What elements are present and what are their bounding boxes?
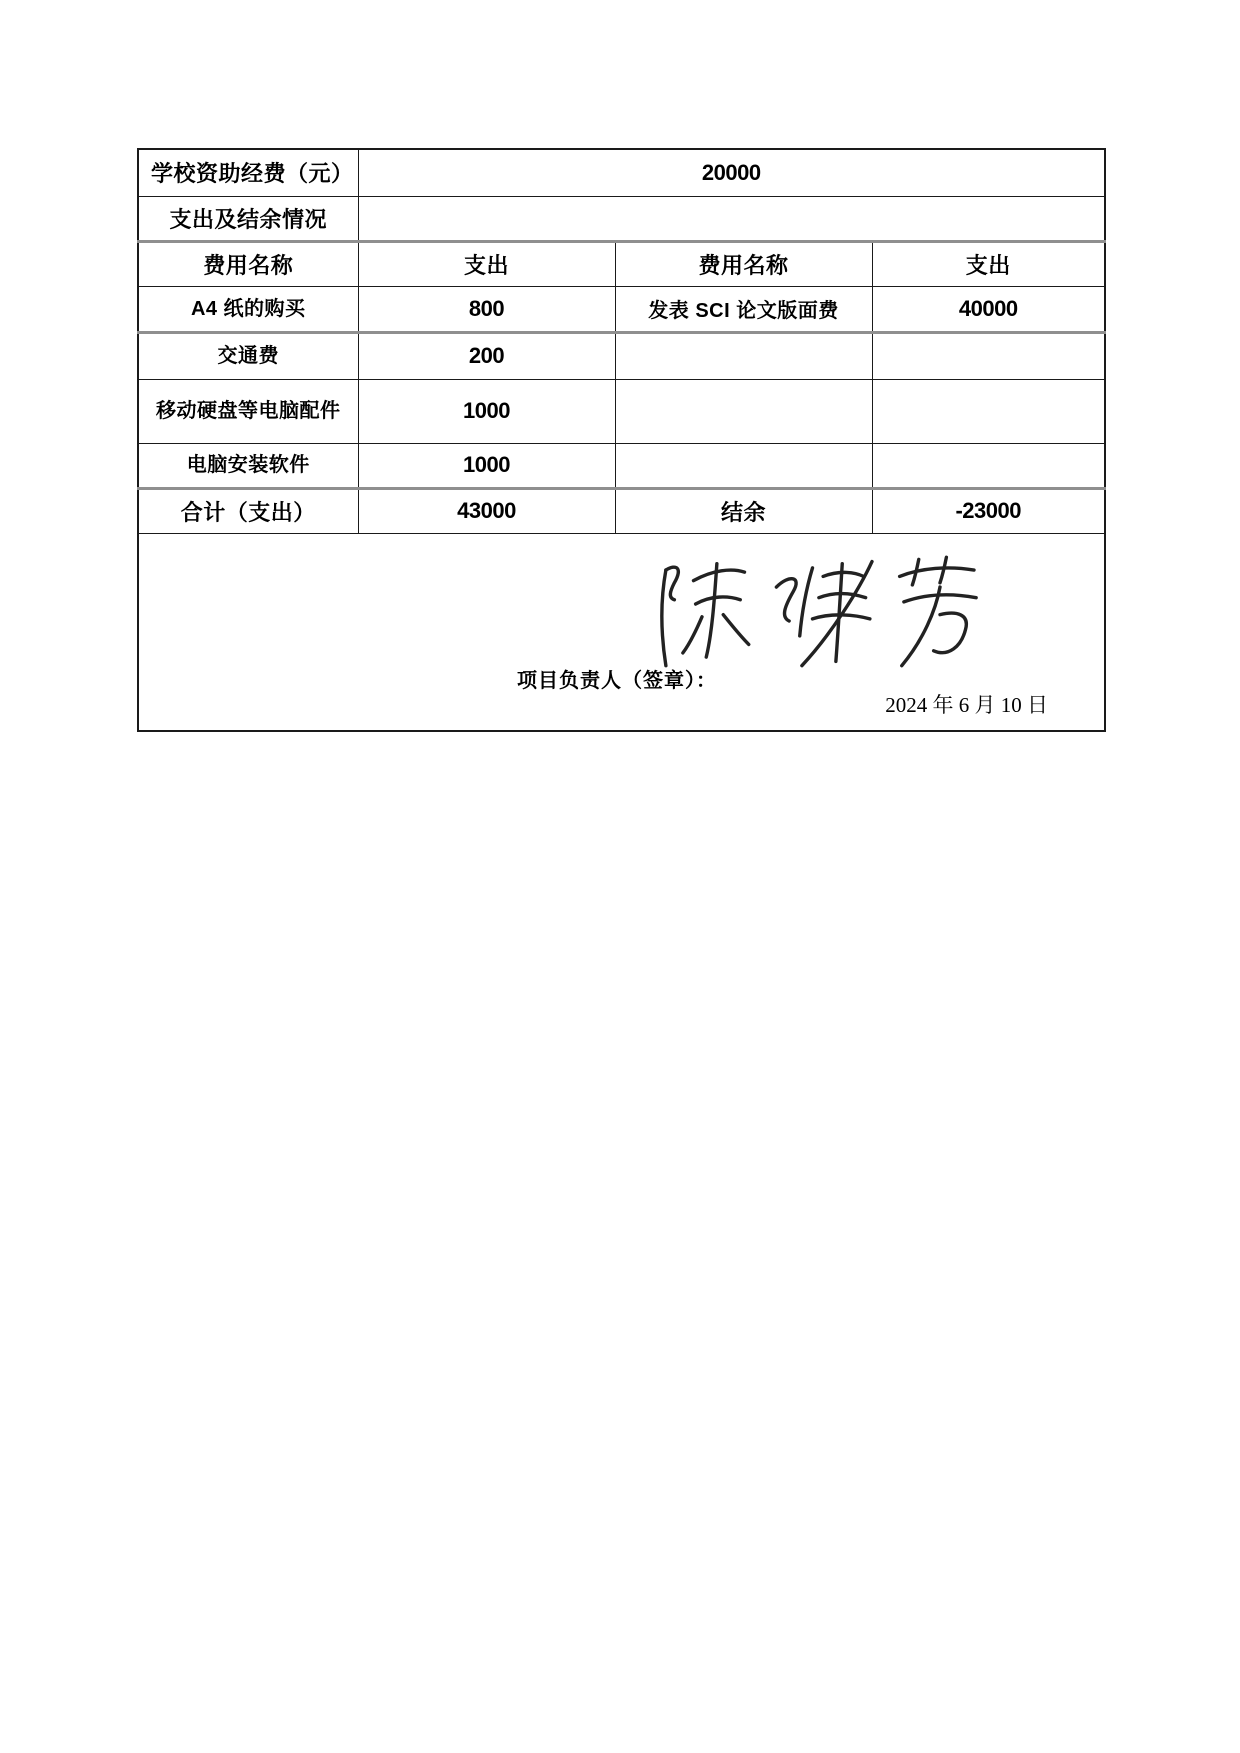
- funding-label: 学校资助经费（元）: [138, 149, 358, 196]
- expense-amount-cell: 40000: [872, 286, 1105, 332]
- expense-amount-cell: 800: [358, 286, 615, 332]
- header-row: [138, 241, 1105, 286]
- expense-name-cell: 电脑安装软件: [138, 443, 358, 488]
- expense-amount-cell: [872, 379, 1105, 443]
- expense-name-cell: 移动硬盘等电脑配件: [138, 379, 358, 443]
- total-label: 合计（支出）: [138, 488, 358, 533]
- expense-name-cell: 发表 SCI 论文版面费: [615, 286, 872, 332]
- section-label: 支出及结余情况: [138, 196, 358, 241]
- header-expense-name-2: 费用名称: [615, 241, 872, 286]
- signature-cell: [138, 533, 1105, 731]
- section-empty-cell: [358, 196, 1105, 241]
- expense-name-cell: [615, 379, 872, 443]
- table-row: [138, 379, 1105, 443]
- expenditure-table: [137, 148, 1106, 732]
- expense-amount-cell: 1000: [358, 379, 615, 443]
- funding-row: [138, 149, 1105, 196]
- balance-value: -23000: [872, 488, 1105, 533]
- expense-name-cell: A4 纸的购买: [138, 286, 358, 332]
- expense-amount-cell: 1000: [358, 443, 615, 488]
- section-row: [138, 196, 1105, 241]
- signature-label: 项目负责人（签章）：: [517, 669, 717, 692]
- funding-value: 20000: [358, 149, 1105, 196]
- signature-handwriting: [651, 550, 991, 674]
- table-row: [138, 286, 1105, 332]
- expense-name-cell: [615, 443, 872, 488]
- header-expense-amount-1: 支出: [358, 241, 615, 286]
- table-row: [138, 443, 1105, 488]
- signature-date: 2024 年 6 月 10 日: [885, 692, 1048, 717]
- total-row: [138, 488, 1105, 533]
- total-value: 43000: [358, 488, 615, 533]
- header-expense-name-1: 费用名称: [138, 241, 358, 286]
- expense-name-cell: 交通费: [138, 332, 358, 379]
- expense-amount-cell: [872, 332, 1105, 379]
- table-row: [138, 332, 1105, 379]
- balance-label: 结余: [615, 488, 872, 533]
- expense-amount-cell: 200: [358, 332, 615, 379]
- expense-name-cell: [615, 332, 872, 379]
- signature-row: [138, 533, 1105, 731]
- expense-amount-cell: [872, 443, 1105, 488]
- header-expense-amount-2: 支出: [872, 241, 1105, 286]
